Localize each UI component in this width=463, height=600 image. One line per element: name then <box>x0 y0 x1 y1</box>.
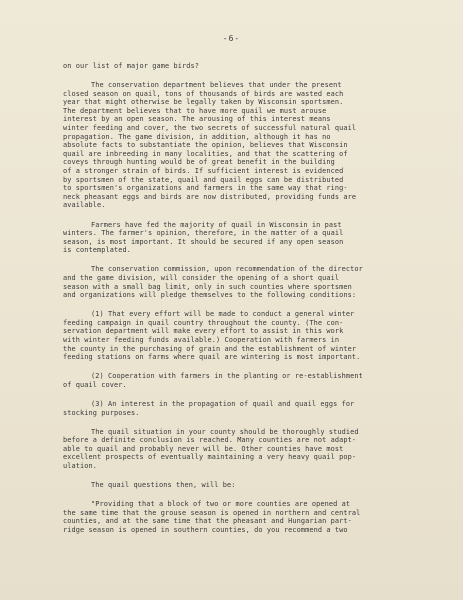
document-body <box>63 62 417 545</box>
text-line: stocking purposes. <box>63 408 140 417</box>
text-line: on our list of major game birds? <box>63 62 199 70</box>
text-line: the same time that the grouse season is opened in northern and central <box>63 508 361 517</box>
text-line: with winter feeding funds available.) Cooperation with farmers in <box>63 336 340 345</box>
text-line: neck pheasant eggs and birds are now distributed, providing funds are <box>63 192 357 201</box>
text-line: before a definite conclusion is reached. Many counties are not adapt- <box>63 436 357 445</box>
paragraph <box>63 265 417 299</box>
text-line: of a stronger strain of birds. If sufficient interest is evidenced <box>63 167 344 176</box>
text-line: (1) That every effort will be made to conduct a general winter <box>91 310 355 319</box>
page-number: -6- <box>222 34 241 43</box>
paragraph <box>63 81 417 210</box>
text-line: and the game division, will consider the opening of a short quail <box>63 273 340 282</box>
paragraph <box>63 62 417 71</box>
text-line: The department believes that to have more quail we must arouse <box>63 106 327 115</box>
text-line: able to quail and probably never will be. Other counties have most <box>63 444 344 453</box>
text-line: by sportsmen of the state, quail and quail eggs can be distributed <box>63 175 344 184</box>
text-line: excellent prospects of eventually maintaining a very heavy quail pop- <box>63 453 357 462</box>
text-line: ridge season is opened in southern counties, do you recommend a two <box>63 526 348 535</box>
text-line: (2) Cooperation with farmers in the planting or re-establishment <box>91 372 363 381</box>
text-line: The conservation commission, upon recommendation of the director <box>91 265 363 274</box>
paragraph <box>63 500 417 534</box>
text-line: season with a small bag limit, only in such counties where sportsmen <box>63 282 352 291</box>
text-line: is contemplated. <box>63 246 131 255</box>
text-line: available. <box>63 201 106 210</box>
text-line: propagation. The game division, in addition, although it has no <box>63 132 331 141</box>
text-line: feeding campaign in quail country throughout the county. (The con- <box>63 318 344 327</box>
paragraph <box>63 221 417 255</box>
text-line: absolute facts to substantiate the opinion, believes that Wisconsin <box>63 141 348 150</box>
text-line: quail are inbreeding in many localities, and that the scattering of <box>63 149 348 158</box>
text-line: winter feeding and cover, the two secrets of successful natural quail <box>63 124 357 133</box>
text-line: feeding stations on farms where quail are wintering is most important. <box>63 353 361 362</box>
text-line: and organizations will pledge themselves to the following conditions: <box>63 291 357 300</box>
text-line: ulation. <box>63 462 97 471</box>
text-line: "Providing that a block of two or more counties are opened at <box>91 500 351 509</box>
text-line: Farmers have fed the majority of quail in Wisconsin in past <box>91 220 342 229</box>
text-line: year that might otherwise be legally taken by Wisconsin sportsmen. <box>63 98 344 107</box>
text-line: season, is most important. It should be secured if any open season <box>63 237 344 246</box>
text-line: the county in the purchasing of grain and the establishment of winter <box>63 344 357 353</box>
paragraph <box>63 400 417 417</box>
text-line: The quail questions then, will be: <box>91 481 236 490</box>
paragraph <box>63 428 417 471</box>
text-line: The conservation department believes that under the present <box>91 81 342 90</box>
text-line: of quail cover. <box>63 380 127 389</box>
text-line: to sportsmen's organizations and farmers in the same way that ring- <box>63 184 348 193</box>
text-line: closed season on quail, tons of thousands of birds are wasted each <box>63 89 344 98</box>
paragraph <box>63 372 417 389</box>
text-line: The quail situation in your county should be thoroughly studied <box>91 427 359 436</box>
text-line: counties, and at the same time that the pheasant and Hungarian part- <box>63 517 352 526</box>
text-line: servation department will make every effort to assist in this work <box>63 327 344 336</box>
text-line: (3) An interest in the propagation of quail and quail eggs for <box>91 400 355 408</box>
text-line: winters. The farmer's opinion, therefore, in the matter of a quail <box>63 229 344 238</box>
text-line: interest by an open season. The arousing of this interest means <box>63 115 331 124</box>
paragraph <box>63 310 417 362</box>
text-line: coveys through hunting would be of great benefit in the building <box>63 158 335 167</box>
paragraph <box>63 481 417 490</box>
